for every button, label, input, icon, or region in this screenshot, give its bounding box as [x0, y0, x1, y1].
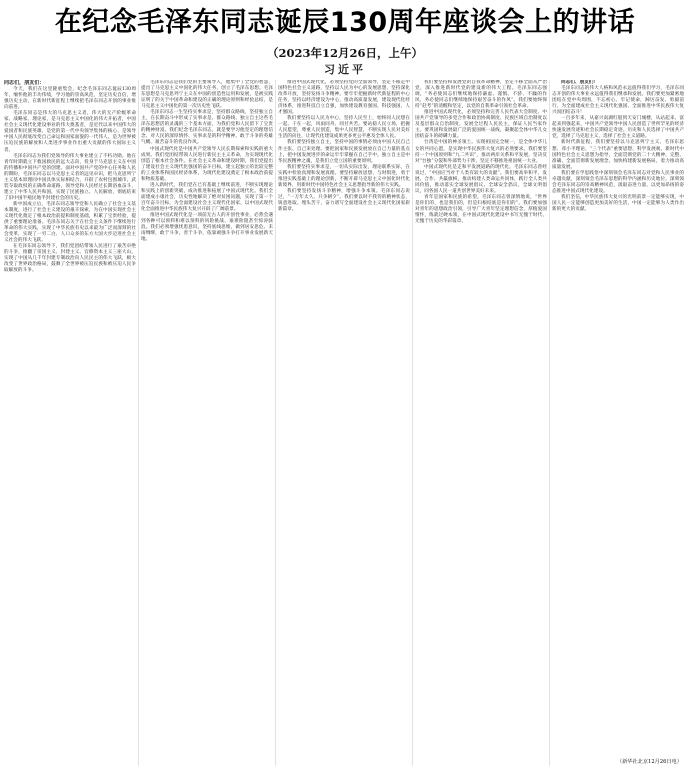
text-column-5: [552, 80, 686, 766]
body-paragraph: 毛泽东同志一生坚持实事求是，坚持群众路线，坚持独立自主，在长期奋斗中形成了实事求是、群众路线、独立自主这些毛泽东思想活的灵魂的三个基本方面，为我们党和人民留下了宝贵的精神财富。我们纪念毛泽东同志，就是要学习他坚定的理想信念、对人民的深厚情怀、实事求是的科学精神、敢于斗争的英雄气概、艰苦奋斗的优良作风。: [141, 110, 273, 146]
body-paragraph: 毛泽东同志是伟大的马克思主义者，伟大的无产阶级革命家、战略家、理论家，是马克思主义中国化的伟大开拓者，中国社会主义现代化建设事业的伟大奠基者，是近代以来中国伟大的爱国者和民族英雄，是党的第一代中央领导集体的核心，是领导中国人民彻底改变自己命运和国家面貌的一代伟人，是为世界被压迫民族的解放和人类进步事业作出重大贡献的伟大国际主义者。: [4, 111, 136, 153]
body-paragraph: 今天，我们在这里隆重集会，纪念毛泽东同志诞辰130周年，缅怀他的丰功伟绩，学习他的崇高风范，坚定历史自信，增强历史主动，在新时代新征程上继续把毛泽东同志开创的事业推向前进。: [4, 87, 136, 111]
body-paragraph: 我们要坚持实事求是，一切从实际出发，理论联系实际，在实践中检验真理和发展真理。要坚持解放思想、与时俱进，勇于推进实践基础上的理论创新，不断开辟马克思主义中国化时代化新境界，用新时代中国特色社会主义思想指导新的伟大实践。: [278, 164, 410, 188]
text-column-1: [4, 80, 139, 766]
body-paragraph: 推进中国式现代化，必须坚持党的全面领导，坚定不移走中国特色社会主义道路，坚持以人民为中心的发展思想，坚持深化改革开放，坚持发扬斗争精神。要牢牢把握新时代新征程的中心任务，坚持以经济建设为中心，推动高质量发展，建设现代化经济体系，推进科技自立自强，加快建设教育强国、科技强国、人才强国。: [278, 80, 410, 116]
article-body: [4, 80, 686, 766]
body-paragraph: 毛泽东同志为我们党领导的伟大事业建立了不朽功勋。他在青年时期就立下救国救民的远大志向，投身于马克思主义在中国的传播和中国共产党的创建。面对中国共产党的中心任务和人民的期盼，毛泽东同志以马克思主义者的远见卓识，把马克思列宁主义基本原理同中国具体实际相结合，开辟了农村包围城市、武装夺取政权的正确革命道路，领导党和人民经过长期浴血奋斗，建立了中华人民共和国，实现了民族独立、人民解放，彻底结束了旧中国半殖民地半封建社会的历史。: [4, 153, 136, 201]
body-paragraph: 在毛泽东同志领导下，我们党团结带领人民进行了艰苦卓绝的斗争，推翻了帝国主义、封建主义、官僚资本主义三座大山，实现了中国从几千年封建专制政治向人民民主的伟大飞跃，极大改变了世界政治格局，鼓舞了全世界被压迫民族和被压迫人民争取解放的斗争。: [4, 244, 136, 274]
body-paragraph: 毛泽东同志是我们党的主要领导人，他集中了全党的智慧，提出了马克思主义中国化的伟大任务，创立了毛泽东思想。毛泽东思想是马克思列宁主义在中国的创造性运用和发展，是被实践证明了的关于中国革命和建设的正确的理论原则和经验总结，是马克思主义中国化的第一次历史性飞跃。: [141, 80, 273, 110]
body-paragraph: 我们坚信，中华民族伟大复兴的光明前景一定能够实现，中国人民一定能够创造更加美好的生活，中国一定能够为人类作出新的更大的贡献。: [552, 194, 684, 212]
body-paragraph: 同志们、朋友们！: [561, 80, 599, 85]
body-paragraph: 新中国成立后，毛泽东同志领导党和人民确立了社会主义基本制度，进行了社会主义建设的艰辛探索，为在中国实现社会主义现代化奠定了根本政治前提和制度基础，积累了宝贵经验，提供了重要理论准备。毛泽东同志关于在社会主义条件下继续进行革命的伟大实践，实现了中华民族有史以来最为广泛而深刻的社会变革，实现了一穷二白、人口众多的东方大国大步迈进社会主义社会的伟大飞跃。: [4, 201, 136, 244]
body-paragraph: 我们要坚持以人民为中心，坚持人民至上，始终同人民想在一起、干在一起，风雨同舟、同甘共苦。要站稳人民立场，把握人民愿望，尊重人民创造，集中人民智慧，不断实现人民对美好生活的向往，让现代化建设成果更多更公平惠及全体人民。: [278, 116, 410, 140]
article-author: 习近平: [324, 63, 366, 76]
body-paragraph: 毛泽东同志的伟大人格和风范永远值得我们学习，毛泽东同志开创的伟大事业永远值得我们继承和发展。我们要更加紧密地团结在党中央周围，不忘初心、牢记使命，踔厉奋发、勇毅前行，为全面建成社会主义现代化强国、全面推进中华民族伟大复兴而团结奋斗！: [552, 86, 684, 116]
article-columns: [4, 80, 686, 766]
body-paragraph: 推进中国式现代化是一项前无古人的开创性事业，必然会遇到各种可以预料和难以预料的风险挑战、艰难险阻甚至惊涛骇浪。我们必须增强忧患意识，坚持底线思维，做到居安思危、未雨绸缪，敢于斗争、善于斗争，依靠顽强斗争打开事业发展新天地。: [141, 213, 273, 243]
article-source-note: （新华社北京12月26日电）: [613, 759, 682, 766]
body-paragraph: 中国式现代化是走和平发展道路的现代化。毛泽东同志曾经说过，“中国应当对于人类有较大的贡献”。我们要高举和平、发展、合作、共赢旗帜，推动构建人类命运共同体，践行全人类共同价值，推动落实全球发展倡议、全球安全倡议、全球文明倡议，同各国人民一道共创世界美好未来。: [415, 164, 547, 194]
salutation: 同志们，朋友们：: [4, 80, 45, 86]
body-paragraph: 我们要坚持发扬斗争精神，增强斗争本领。毛泽东同志说过，“一万年太久，只争朝夕”。我们要以时不我待的精神状态，锐意进取、埋头苦干，奋力谱写全面建设社会主义现代化国家崭新篇章。: [278, 188, 410, 212]
body-paragraph: 推进中国式现代化，必须坚持和完善人民代表大会制度、中国共产党领导的多党合作和政治协商制度、民族区域自治制度以及基层群众自治制度，发展全过程人民民主，保证人民当家作主。要巩固和发展最广泛的爱国统一战线，凝聚起全体中华儿女团结奋斗的磅礴力量。: [415, 110, 547, 140]
text-column-2: [141, 80, 276, 766]
body-paragraph: 一百多年来，从嘉兴南湖红船到天安门城楼，从站起来、富起来到强起来，中国共产党领导中国人民创造了世所罕见的经济快速发展奇迹和社会长期稳定奇迹。历史和人民选择了中国共产党，选择了马克思主义，选择了社会主义道路。: [552, 116, 684, 140]
body-paragraph: 青年是国家和民族的希望。毛泽东同志曾深情地说，“世界是你们的，也是我们的，但是归根结底是你们的”。我们要加强对青年的思想政治引领，引导广大青年坚定理想信念，厚植爱国情怀，练就过硬本领，在中国式现代化建设中书写无愧于时代、无愧于历史的华彩篇章。: [415, 194, 547, 225]
body-paragraph: 我们要坚持独立自主，坚持中国的事情必须由中国人民自己作主张、自己来处理。要把国家和民族发展放在自己力量的基点上，把中国发展进步的命运牢牢掌握在自己手中。独立自主是中华民族精神之魂，是我们立党立国的重要原则。: [278, 140, 410, 164]
body-paragraph: 我们要在学思践悟中深刻领会毛泽东同志对党和人民事业的卓越贡献，深刻领会毛泽东思想的科学内涵和历史地位，深刻领会毛泽东同志的崇高精神风范，汲取奋进力量，以更加昂扬的姿态推进中国式现代化建设。: [552, 170, 684, 194]
article-dateline: （2023年12月26日，上午）: [266, 46, 423, 60]
text-column-3: [278, 80, 413, 766]
body-paragraph: 我们要坚持和发展党的自我革命精神，坚定不移全面从严治党，深入推进新时代党的建设新的伟大工程。毛泽东同志强调，“务必使同志们继续地保持谦虚、谨慎、不骄、不躁的作风，务必使同志们继续地保持艰苦奋斗的作风”。我们要始终保持“赶考”的清醒和坚定，以党的自我革命引领社会革命。: [415, 80, 547, 110]
body-paragraph: 新时代新征程，我们要坚持以马克思列宁主义、毛泽东思想、邓小平理论、“三个代表”重要思想、科学发展观、新时代中国特色社会主义思想为指导，全面贯彻党的二十大精神，完整、准确、全面贯彻新发展理念，加快构建新发展格局，着力推动高质量发展。: [552, 140, 684, 170]
body-paragraph: 台湾是中国的神圣领土。实现祖国完全统一，是全体中华儿女的共同心愿，是实现中华民族伟大复兴的必然要求。我们要坚持一个中国原则和“九二共识”，推动两岸关系和平发展，坚决反对“台独”分裂和外部势力干涉，坚定不移推进祖国统一大业。: [415, 140, 547, 164]
text-column-4: [415, 80, 550, 766]
article-headline: 在纪念毛泽东同志诞辰130周年座谈会上的讲话: [54, 7, 636, 38]
body-paragraph: 中国式现代化是中国共产党领导人民长期探索和实践的重大成果。我们党团结带领人民进行新民主主义革命，为实现现代化创造了根本社会条件。在社会主义革命和建设时期，我们党提出了建设社会主义现代化强国的奋斗目标，建立起独立的比较完整的工业体系和国民经济体系，为现代化建设奠定了根本政治前提和物质基础。: [141, 146, 273, 182]
body-paragraph: 进入新时代，我们党在已有基础上继续前进，不断实现理论和实践上的创新突破，成功推进和拓展了中国式现代化。我们全面建成小康社会，历史性地解决了绝对贫困问题，实现了第一个百年奋斗目标，为全面建设社会主义现代化国家、以中国式现代化全面推进中华民族伟大复兴开辟了广阔前景。: [141, 182, 273, 212]
